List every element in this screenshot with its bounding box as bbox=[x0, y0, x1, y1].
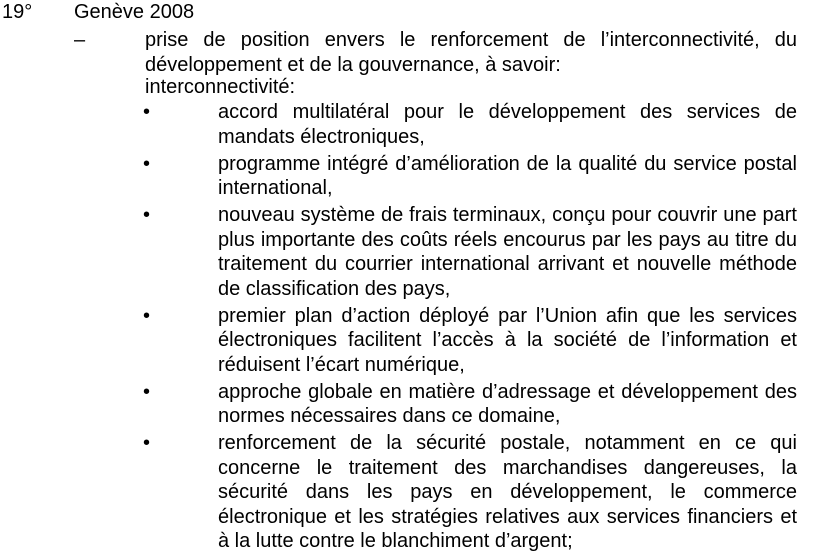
list-item-text: accord multilatéral pour le développement des services de mandats électroniques, bbox=[218, 101, 797, 148]
dash-marker: – bbox=[74, 29, 86, 51]
list-item-text: premier plan d’action déployé par l’Union afin que les services électroniques facilitent l’accès à la société de l’information et réduisent l’écart numérique, bbox=[218, 304, 797, 376]
list-item bbox=[0, 203, 797, 301]
bullet-icon: • bbox=[143, 432, 151, 454]
bullet-list bbox=[0, 100, 797, 556]
list-item-text: renforcement de la sécurité postale, notamment en ce qui concerne le traitement des marchandises dangereuses, la sécurité dans les pays en développement, le commerce électronique et les stratégies relatives aux services financiers et à la lutte contre le blanchiment d’argent; bbox=[218, 432, 797, 552]
list-item bbox=[0, 431, 797, 554]
list-item bbox=[0, 152, 797, 201]
list-item bbox=[0, 304, 797, 378]
list-item bbox=[0, 100, 797, 149]
bullet-icon: • bbox=[143, 152, 151, 175]
list-item-text: nouveau système de frais terminaux, conçu pour couvrir une part plus importante des coûts réels encourus par les pays au titre du traitement du courrier international arrivant et nouvelle méthode de classification des pays, bbox=[218, 204, 797, 300]
list-item bbox=[0, 380, 797, 429]
bullet-icon: • bbox=[143, 204, 151, 226]
intro-paragraph: prise de position envers le renforcement de l’interconnectivité, du développement et de la gouvernance, à savoir: bbox=[145, 29, 797, 76]
intro-subheading: interconnectivité: bbox=[145, 76, 296, 98]
item-number: 19° bbox=[2, 1, 33, 23]
section-heading: Genève 2008 bbox=[74, 1, 195, 23]
bullet-icon: • bbox=[143, 304, 151, 327]
list-item-text: approche globale en matière d’adressage et développement des normes nécessaires dans ce domaine, bbox=[218, 380, 797, 427]
list-item-text: programme intégré d’amélioration de la qualité du service postal international, bbox=[218, 152, 797, 199]
bullet-icon: • bbox=[143, 101, 151, 123]
bullet-icon: • bbox=[143, 380, 151, 403]
